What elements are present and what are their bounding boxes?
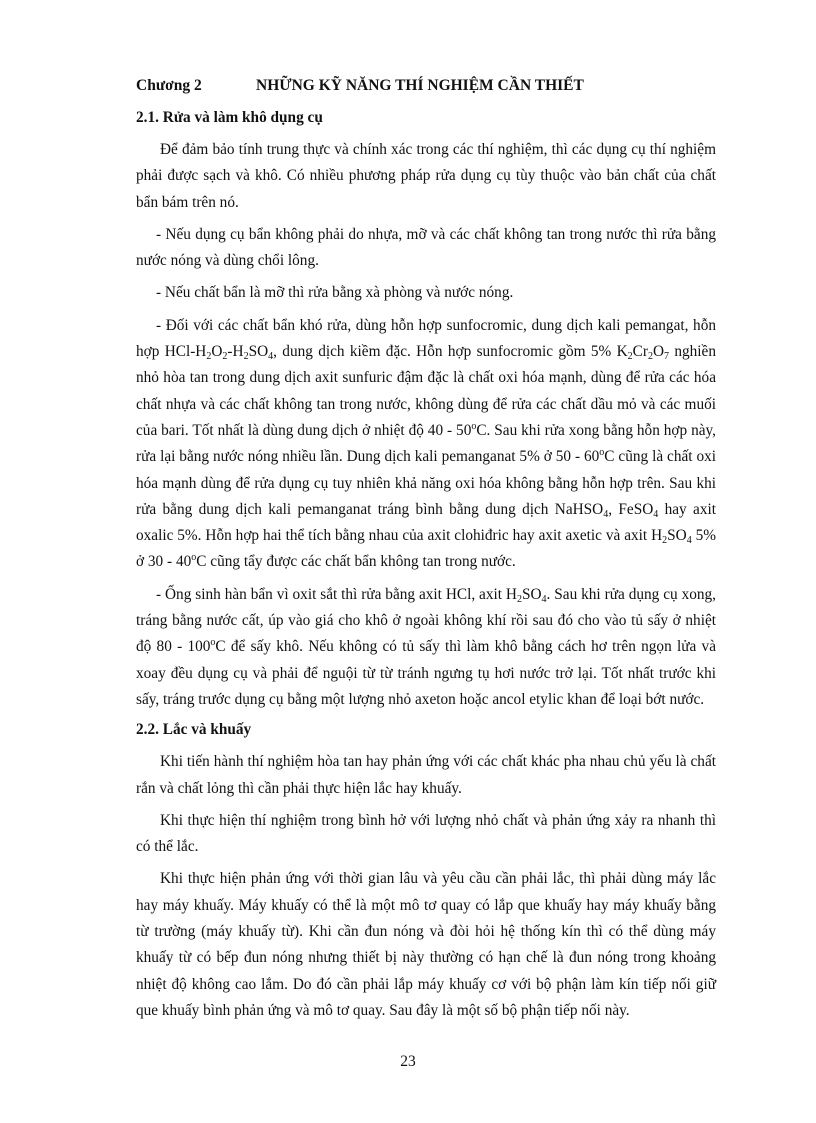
chapter-heading — [136, 75, 716, 97]
subscript: 2 — [243, 351, 249, 363]
page-number: 23 — [400, 1053, 416, 1070]
text-run: C để sấy khô. Nếu không có tủ sấy thì làm khô bằng cách hơ trên ngọn lửa và xoay đều dụng cụ và phải để nguội từ từ tránh ngưng tụ hơi nước trở lại. Tốt nhất trước khi sấy, tráng trước dụng cụ bằng một lượng nhỏ axeton hoặc ancol etylic khan để loại bớt nước. — [136, 638, 716, 708]
subscript: 2 — [222, 351, 228, 363]
text-run: O — [211, 343, 223, 361]
text-run: C cũng là chất oxi hóa mạnh dùng để rửa dụng cụ tuy nhiên khả năng oxi hóa không bằng hỗn hợp trên. Sau khi rửa bằng dung dịch kali pemanganat tráng bình bằng dung dịch NaHSO — [136, 448, 716, 518]
subscript: 2 — [647, 351, 653, 363]
paragraph: Khi thực hiện thí nghiệm trong bình hở với lượng nhỏ chất và phản ứng xảy ra nhanh thì có thể lắc. — [136, 811, 716, 856]
text-run: SO — [248, 343, 269, 361]
text-run: - Đối với các chất bẩn khó rửa, dùng hỗn hợp sunfocromic, dung dịch kali pemangat, hỗn hợp HCl-H — [136, 316, 716, 361]
paragraph-bullet — [136, 582, 716, 713]
text-run: - Ống sinh hàn bẩn vì oxit sắt thì rửa bằng axit HCl, axit H — [156, 585, 517, 603]
chapter-number: Chương 2 — [136, 77, 202, 94]
text-run: , dung dịch kiềm đặc. Hỗn hợp sunfocromic gồm 5% K — [273, 343, 628, 361]
subscript: 2 — [662, 535, 668, 547]
subscript: 2 — [627, 351, 633, 363]
text-run: C cũng tẩy được các chất bẩn không tan trong nước. — [196, 553, 516, 571]
subscript: 4 — [603, 508, 609, 520]
text-run: SO — [521, 585, 542, 603]
subscript: 4 — [268, 351, 274, 363]
subscript: 4 — [653, 508, 659, 520]
section-heading-2-2: 2.2. Lắc và khuấy — [136, 721, 252, 739]
paragraph: Khi tiến hành thí nghiệm hòa tan hay phản ứng với các chất khác pha nhau chủ yếu là chất rắn và chất lỏng thì cần phải thực hiện lắc hay khuấy. — [136, 753, 716, 797]
text-run: , FeSO — [608, 500, 654, 518]
text-run: SO — [667, 527, 687, 545]
superscript: o — [599, 447, 605, 459]
text-run: . Sau khi rửa dụng cụ xong, tráng bằng nước cất, úp vào giá cho khô ở ngoài không khí rồi sau đó cho vào tủ sấy ở nhiệt độ 80 - 100 — [136, 585, 716, 656]
superscript: o — [191, 552, 197, 564]
subscript: 4 — [541, 593, 547, 605]
paragraph-bullet: - Nếu dụng cụ bẩn không phải do nhựa, mỡ và các chất không tan trong nước thì rửa bằng nước nóng và dùng chổi lông. — [136, 225, 716, 270]
subscript: 2 — [206, 351, 212, 363]
text-run: hay axit oxalic 5%. Hỗn hợp hai thể tích bằng nhau của axit clohiđric hay axit axetic và axit H — [136, 500, 716, 545]
text-run: C. Sau khi rửa xong bằng hỗn hợp này, rửa lại bằng nước nóng nhiều lần. Dung dịch kali pemanganat 5% ở 50 - 60 — [136, 421, 716, 466]
subscript: 2 — [516, 593, 522, 605]
paragraph-bullet: - Nếu chất bẩn là mỡ thì rửa bằng xà phòng và nước nóng. — [156, 284, 514, 302]
subscript: 7 — [664, 351, 670, 363]
text-run: O — [652, 343, 665, 361]
text-run: 5% ở 30 - 40 — [136, 527, 716, 571]
text-run: -H — [227, 343, 244, 361]
section-heading-2-1: 2.1. Rửa và làm khô dụng cụ — [136, 109, 323, 126]
paragraph-bullet — [136, 313, 716, 576]
text-run: nghiền nhỏ hòa tan trong dung dịch axit sunfuric đậm đặc là chất oxi hóa mạnh, dùng để rửa các hóa chất nhựa và các chất không tan trong nước, không dùng để rửa các chất dầu mỏ và các muối của bari. Tốt nhất là dùng dung dịch ở nhiệt độ 40 - 50 — [136, 343, 716, 439]
paragraph: Khi thực hiện phản ứng với thời gian lâu và yêu cầu cần phải lắc, thì phải dùng máy lắc hay máy khuấy. Máy khuấy có thể là một mô tơ quay có lắp que khuấy hay máy khuấy bằng từ trường (máy khuấy từ). Khi cần đun nóng và đòi hỏi hệ thống kín thì có thể dùng máy khuấy từ có bếp đun nóng nhưng thiết bị này thường có hạn chế là đun nóng trong khoảng nhiệt độ không cao lắm. Do đó cần phải lắp máy khuấy cơ với bộ phận làm kín tiếp nối giữ que khuấy bình phản ứng và mô tơ quay. Sau đây là một số bộ phận tiếp nối này. — [136, 870, 716, 1019]
superscript: o — [210, 637, 216, 649]
subscript: 4 — [686, 535, 692, 547]
paragraph: Để đảm bảo tính trung thực và chính xác trong các thí nghiệm, thì các dụng cụ thí nghiệm phải được sạch và khô. Có nhiều phương pháp rửa dụng cụ tùy thuộc vào bản chất của chất bẩn bám trên nó. — [136, 141, 716, 211]
document-page — [136, 71, 716, 1030]
text-run: Cr — [632, 343, 648, 361]
chapter-title: NHỮNG KỸ NĂNG THÍ NGHIỆM CẦN THIẾT — [256, 77, 584, 94]
superscript: o — [471, 420, 477, 432]
